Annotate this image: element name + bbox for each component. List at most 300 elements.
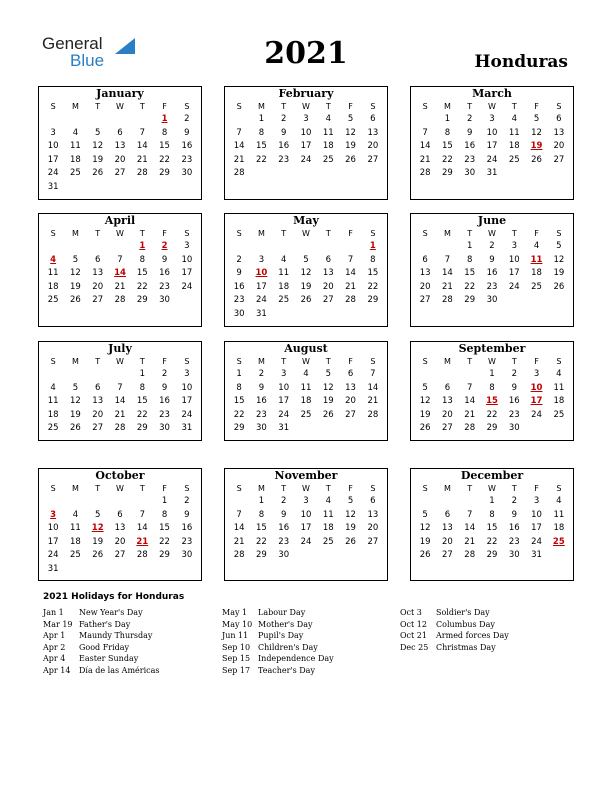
holiday-row-date: Jan 1 bbox=[43, 608, 64, 617]
weekday-label: W bbox=[488, 357, 496, 366]
day-cell: 31 bbox=[47, 563, 59, 574]
day-cell: 9 bbox=[258, 382, 265, 393]
holiday-date: 1 bbox=[139, 241, 146, 251]
day-cell: 1 bbox=[258, 114, 265, 124]
day-cell: 8 bbox=[161, 127, 168, 138]
weekday-label: S bbox=[556, 102, 562, 111]
day-cell: 21 bbox=[442, 281, 453, 292]
holidays-title: 2021 Holidays for Honduras bbox=[43, 592, 185, 602]
day-cell: 10 bbox=[47, 141, 59, 151]
day-cell: 26 bbox=[345, 154, 356, 165]
day-cell: 8 bbox=[466, 254, 473, 265]
holiday-row-name: Día de las Américas bbox=[79, 665, 160, 675]
day-cell: 10 bbox=[278, 382, 290, 393]
day-cell: 25 bbox=[70, 550, 81, 560]
holiday-row-name: Columbus Day bbox=[436, 619, 495, 629]
day-cell: 30 bbox=[508, 550, 520, 560]
day-cell: 20 bbox=[419, 281, 431, 292]
day-cell: 30 bbox=[181, 168, 193, 178]
holiday-row-name: Father's Day bbox=[79, 619, 131, 629]
day-cell: 27 bbox=[442, 550, 453, 560]
day-cell: 29 bbox=[486, 423, 498, 433]
weekday-label: W bbox=[116, 229, 124, 238]
weekday-label: S bbox=[422, 357, 428, 366]
day-cell: 8 bbox=[489, 509, 495, 520]
weekday-label: S bbox=[556, 484, 562, 493]
day-cell: 27 bbox=[442, 423, 453, 433]
day-cell: 8 bbox=[236, 382, 242, 393]
day-cell: 3 bbox=[533, 496, 540, 506]
day-cell: 6 bbox=[444, 509, 451, 520]
weekday-label: S bbox=[184, 357, 190, 366]
day-cell: 24 bbox=[300, 154, 312, 165]
logo-blue-text: Blue bbox=[70, 51, 105, 70]
day-cell: 9 bbox=[511, 509, 517, 520]
holiday-date: 2 bbox=[161, 241, 168, 251]
day-cell: 17 bbox=[300, 523, 312, 533]
weekday-label: F bbox=[162, 102, 167, 111]
day-cell: 13 bbox=[92, 268, 104, 278]
empty-cell bbox=[339, 240, 361, 254]
day-cell: 24 bbox=[531, 409, 542, 420]
day-cell: 7 bbox=[236, 127, 242, 138]
day-cell: 8 bbox=[444, 127, 451, 138]
empty-cell bbox=[436, 240, 458, 254]
day-cell: 29 bbox=[159, 168, 170, 178]
day-cell: 25 bbox=[508, 154, 520, 165]
weekday-label: S bbox=[236, 229, 242, 238]
day-cell: 31 bbox=[256, 308, 267, 319]
day-cell: 24 bbox=[47, 168, 59, 178]
day-cell: 23 bbox=[159, 281, 170, 292]
day-cell: 31 bbox=[47, 181, 59, 192]
day-cell: 21 bbox=[345, 281, 356, 292]
holiday-date: 21 bbox=[136, 536, 149, 547]
day-cell: 9 bbox=[184, 127, 190, 138]
day-cell: 5 bbox=[325, 369, 331, 379]
weekday-label: T bbox=[511, 357, 517, 366]
holiday-row-date: Jun 11 bbox=[222, 631, 249, 640]
day-cell: 5 bbox=[556, 241, 562, 251]
holiday-row-date: Apr 14 bbox=[43, 665, 71, 675]
day-cell: 23 bbox=[464, 154, 476, 165]
day-cell: 17 bbox=[278, 396, 290, 406]
day-cell: 29 bbox=[442, 168, 453, 178]
day-grid bbox=[411, 101, 573, 182]
holiday-date: 4 bbox=[50, 254, 57, 265]
day-cell: 6 bbox=[444, 382, 451, 393]
weekday-label: T bbox=[467, 357, 473, 366]
day-cell: 30 bbox=[233, 308, 245, 319]
weekday-label: F bbox=[162, 484, 167, 493]
holidays-column bbox=[400, 607, 509, 653]
day-cell: 11 bbox=[70, 523, 81, 533]
day-cell: 27 bbox=[367, 154, 379, 165]
day-cell: 24 bbox=[278, 409, 290, 420]
day-cell: 10 bbox=[508, 254, 520, 265]
day-cell: 3 bbox=[258, 254, 265, 265]
day-cell: 4 bbox=[556, 496, 562, 506]
day-cell: 15 bbox=[442, 141, 453, 151]
holiday-row bbox=[222, 607, 334, 619]
day-cell: 9 bbox=[280, 127, 287, 138]
month-november bbox=[224, 468, 388, 581]
day-cell: 27 bbox=[419, 295, 431, 305]
weekday-label: W bbox=[302, 357, 310, 366]
day-cell: 30 bbox=[256, 423, 267, 433]
day-cell: 13 bbox=[419, 268, 431, 278]
empty-cell bbox=[228, 113, 250, 127]
month-july bbox=[38, 341, 202, 441]
day-cell: 27 bbox=[92, 295, 104, 305]
country-name: Honduras bbox=[474, 52, 568, 72]
day-cell: 24 bbox=[531, 536, 542, 547]
day-cell: 28 bbox=[233, 550, 245, 560]
day-cell: 23 bbox=[256, 409, 267, 420]
empty-cell bbox=[228, 495, 250, 509]
weekday-label: W bbox=[488, 484, 496, 493]
day-cell: 31 bbox=[531, 550, 542, 560]
day-cell: 23 bbox=[508, 409, 520, 420]
day-cell: 5 bbox=[422, 382, 428, 393]
holiday-row bbox=[222, 642, 334, 654]
weekday-label: T bbox=[95, 102, 101, 111]
empty-cell bbox=[42, 113, 64, 127]
day-cell: 25 bbox=[47, 295, 59, 305]
weekday-label: S bbox=[370, 102, 376, 111]
holiday-row-date: Apr 4 bbox=[43, 654, 66, 663]
day-cell: 13 bbox=[345, 382, 356, 393]
day-cell: 17 bbox=[300, 141, 312, 151]
weekday-label: S bbox=[370, 484, 376, 493]
month-may bbox=[224, 213, 388, 327]
empty-cell bbox=[131, 495, 153, 509]
day-cell: 10 bbox=[181, 254, 193, 265]
day-cell: 19 bbox=[300, 281, 312, 292]
day-cell: 11 bbox=[47, 268, 59, 278]
day-cell: 19 bbox=[92, 154, 104, 165]
day-cell: 14 bbox=[464, 396, 476, 406]
day-cell: 19 bbox=[70, 281, 81, 292]
day-cell: 1 bbox=[489, 496, 495, 506]
holiday-row-date: Sep 15 bbox=[222, 654, 251, 663]
day-cell: 21 bbox=[233, 536, 245, 547]
day-cell: 24 bbox=[47, 550, 59, 560]
day-cell: 26 bbox=[92, 168, 104, 178]
day-cell: 29 bbox=[486, 550, 498, 560]
day-cell: 16 bbox=[278, 523, 290, 533]
day-cell: 26 bbox=[70, 423, 81, 433]
weekday-label: W bbox=[302, 484, 310, 493]
day-cell: 25 bbox=[278, 295, 290, 305]
day-cell: 24 bbox=[256, 295, 267, 305]
day-cell: 22 bbox=[256, 154, 267, 165]
day-cell: 21 bbox=[464, 409, 476, 420]
weekday-label: S bbox=[236, 102, 242, 111]
day-cell: 30 bbox=[159, 423, 170, 433]
day-cell: 17 bbox=[181, 396, 193, 406]
day-cell: 5 bbox=[347, 496, 354, 506]
empty-cell bbox=[414, 368, 436, 382]
day-cell: 9 bbox=[236, 268, 242, 278]
day-cell: 23 bbox=[233, 295, 245, 305]
holiday-date: 1 bbox=[369, 241, 376, 251]
day-cell: 24 bbox=[508, 281, 520, 292]
day-cell: 23 bbox=[278, 536, 290, 547]
day-cell: 10 bbox=[486, 127, 498, 138]
empty-cell bbox=[64, 368, 86, 382]
weekday-label: T bbox=[511, 102, 517, 111]
holiday-row-date: Mar 19 bbox=[43, 619, 73, 629]
day-cell: 14 bbox=[114, 396, 126, 406]
empty-cell bbox=[414, 113, 436, 127]
holiday-row bbox=[222, 619, 334, 631]
day-cell: 31 bbox=[486, 168, 498, 178]
month-february bbox=[224, 86, 388, 200]
holiday-row-name: Soldier's Day bbox=[436, 608, 490, 617]
day-cell: 23 bbox=[181, 536, 193, 547]
day-cell: 28 bbox=[464, 550, 476, 560]
holiday-row-name: Teacher's Day bbox=[258, 665, 315, 675]
day-cell: 9 bbox=[466, 127, 473, 138]
day-cell: 16 bbox=[508, 523, 520, 533]
holiday-row-date: May 1 bbox=[222, 608, 248, 617]
day-cell: 9 bbox=[184, 509, 190, 520]
weekday-label: F bbox=[348, 357, 353, 366]
day-cell: 6 bbox=[347, 369, 354, 379]
day-cell: 12 bbox=[419, 523, 431, 533]
holidays-column bbox=[43, 607, 160, 676]
day-cell: 6 bbox=[94, 382, 101, 393]
day-cell: 26 bbox=[553, 281, 565, 292]
month-title: January bbox=[96, 87, 144, 100]
day-cell: 7 bbox=[139, 509, 145, 520]
empty-cell bbox=[64, 113, 86, 127]
day-cell: 19 bbox=[345, 523, 356, 533]
day-cell: 15 bbox=[464, 268, 476, 278]
weekday-label: T bbox=[467, 484, 473, 493]
weekday-label: S bbox=[422, 229, 428, 238]
day-cell: 1 bbox=[258, 496, 265, 506]
empty-cell bbox=[42, 368, 64, 382]
day-cell: 7 bbox=[117, 254, 123, 265]
holiday-row-name: Independence Day bbox=[258, 654, 334, 663]
day-cell: 18 bbox=[322, 523, 334, 533]
day-cell: 6 bbox=[422, 254, 428, 265]
day-cell: 8 bbox=[139, 254, 145, 265]
day-cell: 15 bbox=[159, 523, 170, 533]
day-cell: 28 bbox=[136, 550, 148, 560]
day-cell: 30 bbox=[486, 295, 498, 305]
day-cell: 25 bbox=[322, 536, 334, 547]
day-cell: 1 bbox=[161, 496, 168, 506]
day-cell: 22 bbox=[367, 281, 379, 292]
day-cell: 16 bbox=[233, 281, 245, 292]
day-cell: 5 bbox=[303, 254, 309, 265]
day-cell: 16 bbox=[159, 268, 170, 278]
day-cell: 20 bbox=[367, 523, 379, 533]
weekday-label: M bbox=[257, 484, 265, 493]
holiday-row bbox=[400, 607, 509, 619]
holiday-row bbox=[43, 630, 160, 642]
empty-cell bbox=[109, 113, 131, 127]
day-cell: 20 bbox=[114, 154, 126, 165]
weekday-label: T bbox=[467, 102, 473, 111]
holiday-date: 12 bbox=[91, 523, 104, 533]
day-cell: 15 bbox=[233, 396, 245, 406]
holiday-row-name: Mother's Day bbox=[258, 619, 313, 629]
day-cell: 13 bbox=[92, 396, 104, 406]
day-grid bbox=[411, 228, 573, 309]
empty-cell bbox=[250, 240, 272, 254]
weekday-label: T bbox=[95, 484, 101, 493]
holiday-row-date: Dec 25 bbox=[400, 642, 429, 652]
day-cell: 7 bbox=[444, 254, 451, 265]
empty-cell bbox=[87, 495, 109, 509]
holiday-row bbox=[222, 653, 334, 665]
weekday-label: M bbox=[71, 484, 79, 493]
month-april bbox=[38, 213, 202, 327]
day-cell: 25 bbox=[553, 409, 565, 420]
empty-cell bbox=[228, 240, 250, 254]
day-cell: 18 bbox=[531, 268, 542, 278]
day-cell: 28 bbox=[419, 168, 431, 178]
day-cell: 16 bbox=[278, 141, 290, 151]
day-cell: 30 bbox=[464, 168, 476, 178]
month-title: June bbox=[477, 214, 507, 227]
weekday-label: T bbox=[511, 484, 517, 493]
day-cell: 9 bbox=[489, 254, 495, 265]
holiday-row-name: Pupil's Day bbox=[258, 631, 304, 640]
day-cell: 8 bbox=[489, 382, 495, 393]
day-cell: 11 bbox=[322, 127, 334, 138]
day-cell: 16 bbox=[464, 141, 476, 151]
day-cell: 4 bbox=[325, 496, 331, 506]
day-grid bbox=[39, 483, 201, 577]
day-cell: 3 bbox=[511, 241, 517, 251]
day-cell: 3 bbox=[50, 127, 56, 138]
weekday-label: T bbox=[281, 484, 287, 493]
month-title: March bbox=[472, 87, 512, 100]
day-cell: 25 bbox=[70, 168, 81, 178]
day-cell: 18 bbox=[278, 281, 290, 292]
weekday-label: S bbox=[236, 357, 242, 366]
day-cell: 27 bbox=[345, 409, 356, 420]
day-cell: 5 bbox=[94, 127, 101, 138]
weekday-label: T bbox=[139, 229, 145, 238]
day-cell: 29 bbox=[256, 550, 267, 560]
day-cell: 18 bbox=[70, 154, 81, 165]
day-cell: 25 bbox=[47, 423, 59, 433]
day-cell: 22 bbox=[136, 409, 148, 420]
day-cell: 18 bbox=[553, 396, 565, 406]
day-cell: 13 bbox=[442, 523, 453, 533]
day-cell: 27 bbox=[367, 536, 379, 547]
weekday-label: M bbox=[71, 229, 79, 238]
day-cell: 2 bbox=[511, 496, 517, 506]
day-cell: 20 bbox=[367, 141, 379, 151]
day-cell: 22 bbox=[442, 154, 453, 165]
day-grid bbox=[225, 483, 387, 564]
month-title: November bbox=[274, 469, 338, 482]
day-cell: 5 bbox=[422, 509, 428, 520]
day-cell: 5 bbox=[533, 114, 540, 124]
day-cell: 4 bbox=[303, 369, 309, 379]
day-cell: 5 bbox=[72, 382, 79, 393]
day-cell: 12 bbox=[322, 382, 334, 393]
month-title: October bbox=[95, 469, 145, 482]
weekday-label: M bbox=[71, 357, 79, 366]
day-cell: 5 bbox=[94, 509, 101, 520]
weekday-label: S bbox=[184, 102, 190, 111]
day-cell: 20 bbox=[92, 409, 104, 420]
day-cell: 14 bbox=[136, 141, 148, 151]
day-cell: 7 bbox=[139, 127, 145, 138]
day-cell: 17 bbox=[486, 141, 498, 151]
day-cell: 2 bbox=[258, 369, 265, 379]
holiday-row-date: Apr 2 bbox=[43, 642, 66, 652]
holiday-date: 1 bbox=[161, 114, 168, 124]
weekday-label: F bbox=[534, 357, 539, 366]
weekday-label: T bbox=[139, 484, 145, 493]
day-cell: 20 bbox=[345, 396, 356, 406]
day-cell: 27 bbox=[92, 423, 104, 433]
day-cell: 17 bbox=[47, 154, 59, 165]
weekday-label: S bbox=[50, 102, 56, 111]
day-grid bbox=[411, 356, 573, 437]
day-cell: 26 bbox=[531, 154, 542, 165]
day-grid bbox=[225, 228, 387, 322]
day-cell: 16 bbox=[486, 268, 498, 278]
day-cell: 18 bbox=[47, 281, 59, 292]
day-cell: 10 bbox=[47, 523, 59, 533]
day-cell: 29 bbox=[367, 295, 379, 305]
day-cell: 9 bbox=[280, 509, 287, 520]
day-cell: 25 bbox=[322, 154, 334, 165]
weekday-label: T bbox=[325, 229, 331, 238]
day-cell: 2 bbox=[161, 369, 168, 379]
weekday-label: S bbox=[556, 229, 562, 238]
day-cell: 23 bbox=[181, 154, 193, 165]
day-cell: 2 bbox=[489, 241, 495, 251]
weekday-label: F bbox=[534, 484, 539, 493]
day-cell: 6 bbox=[370, 114, 376, 124]
month-august bbox=[224, 341, 388, 441]
weekday-label: F bbox=[348, 484, 353, 493]
day-cell: 3 bbox=[184, 369, 190, 379]
day-cell: 2 bbox=[184, 496, 190, 506]
day-cell: 12 bbox=[70, 268, 81, 278]
day-cell: 23 bbox=[278, 154, 290, 165]
day-cell: 4 bbox=[72, 127, 79, 138]
day-cell: 4 bbox=[533, 241, 540, 251]
weekday-label: W bbox=[488, 229, 496, 238]
empty-cell bbox=[87, 368, 109, 382]
day-cell: 7 bbox=[422, 127, 428, 138]
day-cell: 13 bbox=[322, 268, 334, 278]
holiday-row-name: Maundy Thursday bbox=[79, 631, 153, 640]
day-cell: 12 bbox=[345, 509, 356, 520]
weekday-label: F bbox=[162, 357, 167, 366]
day-cell: 12 bbox=[300, 268, 312, 278]
weekday-label: S bbox=[422, 484, 428, 493]
day-cell: 13 bbox=[367, 509, 379, 520]
day-cell: 29 bbox=[464, 295, 476, 305]
day-cell: 8 bbox=[139, 382, 145, 393]
day-cell: 2 bbox=[236, 254, 242, 265]
empty-cell bbox=[42, 495, 64, 509]
weekday-label: M bbox=[71, 102, 79, 111]
